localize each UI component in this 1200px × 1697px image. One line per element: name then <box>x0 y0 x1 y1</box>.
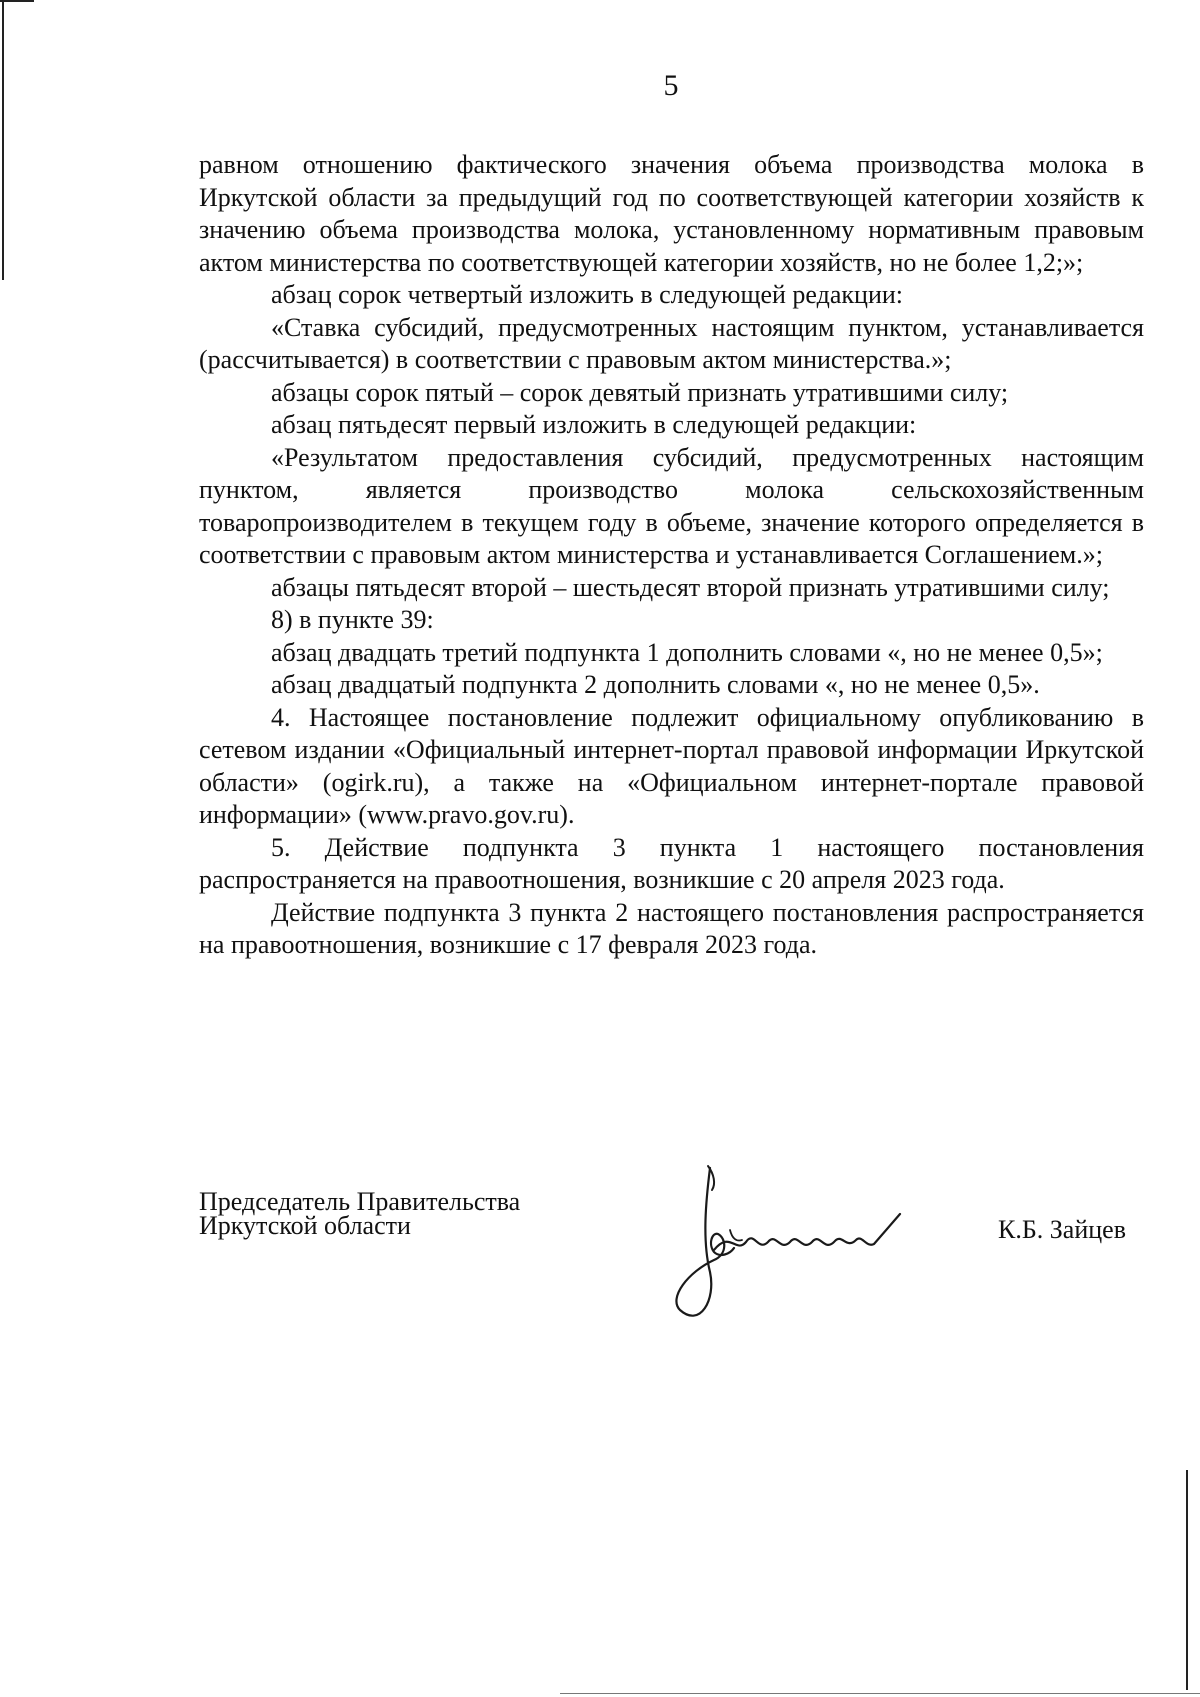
paragraph: абзац двадцатый подпункта 2 дополнить словами «, но не менее 0,5». <box>271 670 1040 699</box>
signatory-title <box>199 1187 521 1240</box>
scan-edge-left <box>2 0 4 280</box>
paragraph: абзац двадцать третий подпункта 1 дополнить словами «, но не менее 0,5»; <box>271 637 1103 667</box>
handwritten-signature <box>670 1160 940 1340</box>
paragraph: абзац пятьдесят первый изложить в следующей редакции: <box>271 410 917 439</box>
scan-edge-top <box>0 0 34 2</box>
scan-edge-bottom <box>560 1693 1200 1694</box>
paragraph: «Результатом предоставления субсидий, предусмотренных настоящим пунктом, является производство молока сельскохозяйственным товаропроизводителем в текущем году в объеме, значение которого определяется в соответствии с правовым актом министерства и устанавливается Соглашением.»; <box>199 442 1144 569</box>
paragraph: 8) в пункте 39: <box>271 605 434 634</box>
scan-edge-right <box>1186 1470 1188 1690</box>
signatory-title-line: Председатель Правительства <box>199 1187 521 1216</box>
paragraph: абзац сорок четвертый изложить в следующей редакции: <box>271 280 903 309</box>
paragraph: 4. Настоящее постановление подлежит официальному опубликованию в сетевом издании «Официальный интернет-портал правовой информации Иркутской области» (ogirk.ru), а также на «Официальном интернет-портале правовой информации» (www.pravo.gov.ru). <box>199 702 1144 829</box>
document-body <box>199 149 1144 962</box>
page-number: 5 <box>663 69 679 102</box>
paragraph: абзацы сорок пятый – сорок девятый признать утратившими силу; <box>271 377 1009 407</box>
signer-name: К.Б. Зайцев <box>998 1215 1126 1244</box>
paragraph: Действие подпункта 3 пункта 2 настоящего постановления распространяется на правоотношения, возникшие с 17 февраля 2023 года. <box>199 897 1144 959</box>
signatory-title-line: Иркутской области <box>199 1211 411 1240</box>
paragraph: абзацы пятьдесят второй – шестьдесят второй признать утратившими силу; <box>271 572 1110 602</box>
paragraph: «Ставка субсидий, предусмотренных настоящим пунктом, устанавливается (рассчитывается) в соответствии с правовым актом министерства.»; <box>199 312 1144 374</box>
paragraph: равном отношению фактического значения объема производства молока в Иркутской области за предыдущий год по соответствующей категории хозяйств к значению объема производства молока, установленному нормативным правовым актом министерства по соответствующей категории хозяйств, но не более 1,2;»; <box>199 150 1144 277</box>
paragraph: 5. Действие подпункта 3 пункта 1 настоящего постановления распространяется на правоотношения, возникшие с 20 апреля 2023 года. <box>199 832 1144 894</box>
